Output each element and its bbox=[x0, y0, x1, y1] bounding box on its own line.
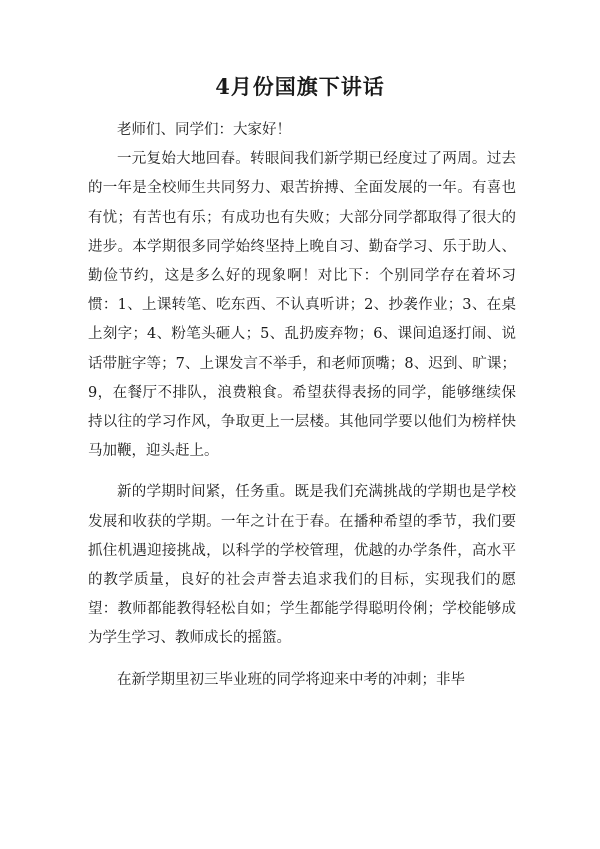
graduating-class-paragraph: 在新学期里初三毕业班的同学将迎来中考的冲刺；非毕 bbox=[117, 671, 465, 688]
new-semester-paragraph: 新的学期时间紧，任务重。既是我们充满挑战的学期也是学校发展和收获的学期。一年之计在于春。在播种希望的季节，我们要抓住机遇迎接挑战，以科学的学校管理，优越的办学条件，高水平的教学质量，良好的社会声誉去追求我们的目标，实现我们的愿望：教师都能教得轻松自如；学生都能学得聪明伶俐；学校能够成为学生学习、教师成长的摇篮。 bbox=[88, 484, 516, 647]
page-title: 4月份国旗下讲话 bbox=[215, 74, 385, 99]
speech-body bbox=[88, 116, 516, 695]
greeting-paragraph: 老师们、同学们：大家好！ bbox=[117, 122, 291, 138]
review-paragraph: 一元复始大地回春。转眼间我们新学期已经度过了两周。过去的一年是全校师生共同努力、艰苦拚搏、全面发展的一年。有喜也有忧；有苦也有乐；有成功也有失败；大部分同学都取得了很大的进步。本学期很多同学始终坚持上晚自习、勤奋学习、乐于助人、勤俭节约，这是多么好的现象啊！对比下：个别同学存在着坏习惯：1、上课转笔、吃东西、不认真听讲；2、抄袭作业；3、在桌上刻字；4、粉笔头砸人；5、乱扔废弃物；6、课间追逐打闹、说话带脏字等；7、上课发言不举手，和老师顶嘴；8、迟到、旷课；9，在餐厅不排队，浪费粮食。希望获得表扬的同学，能够继续保持以往的学习作风，争取更上一层楼。其他同学要以他们为榜样快马加鞭，迎头赶上。 bbox=[88, 151, 516, 460]
